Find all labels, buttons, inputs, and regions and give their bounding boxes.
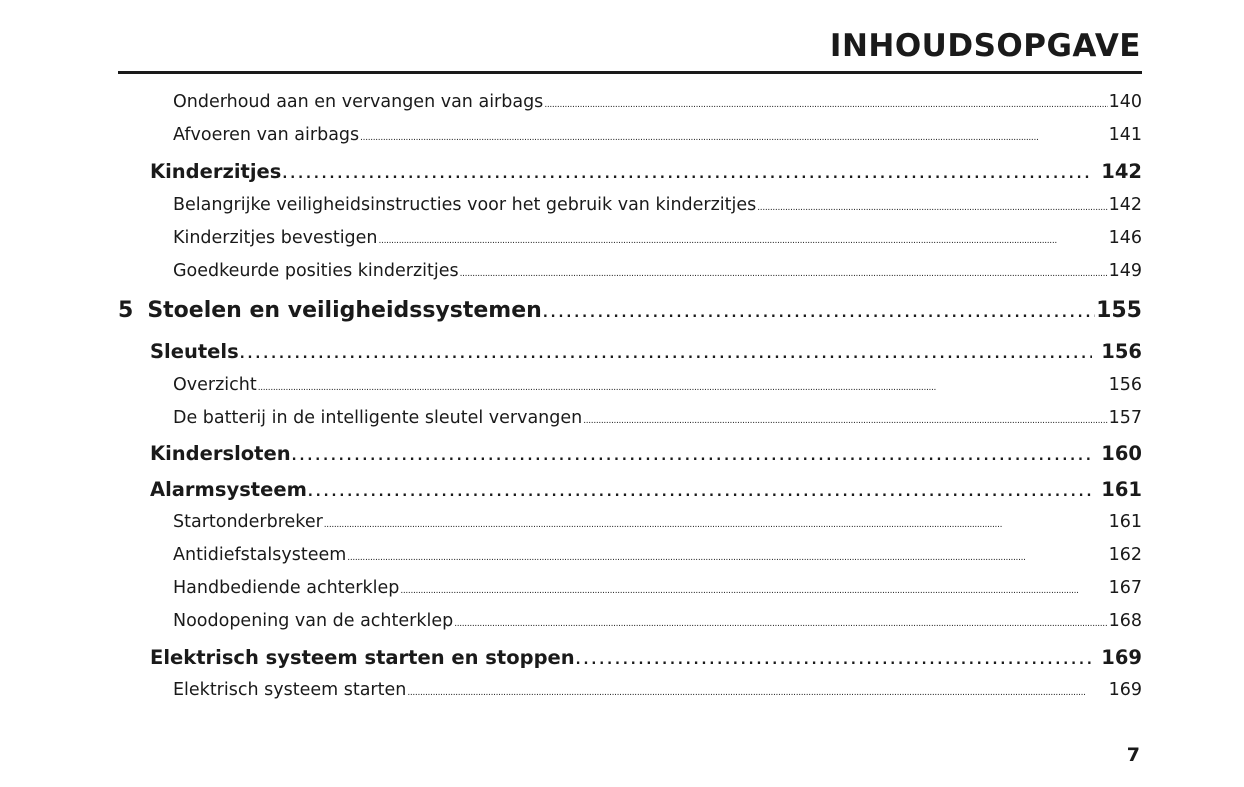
toc-section-page: 161 — [1101, 478, 1142, 501]
dot-leader — [400, 586, 1107, 596]
toc-section-page: 169 — [1101, 646, 1142, 669]
toc-entry-label: Kinderzitjes bevestigen — [173, 228, 378, 248]
dot-leader — [258, 383, 1108, 393]
toc-entry[interactable] — [118, 195, 1142, 215]
toc-entry-label: De batterij in de intelligente sleutel vervangen — [173, 408, 583, 428]
dot-leader — [543, 306, 1095, 321]
toc-section[interactable] — [118, 478, 1142, 501]
toc-entry[interactable] — [118, 680, 1142, 700]
toc-entry-page: 168 — [1108, 611, 1142, 631]
toc-entry[interactable] — [118, 512, 1142, 532]
dot-leader — [460, 269, 1108, 279]
chapter-title: Stoelen en veiligheidssystemen — [147, 298, 542, 323]
toc-entry-page: 156 — [1108, 375, 1142, 395]
toc-entry[interactable] — [118, 578, 1142, 598]
toc-entry-label: Elektrisch systeem starten — [173, 680, 407, 700]
toc-entry-label: Goedkeurde posities kinderzitjes — [173, 261, 459, 281]
dot-leader — [379, 236, 1108, 246]
dot-leader — [407, 688, 1107, 698]
toc-entry-page: 157 — [1108, 408, 1142, 428]
toc-entry-page: 149 — [1108, 261, 1142, 281]
page-number: 7 — [1126, 744, 1140, 766]
toc-entry[interactable] — [118, 228, 1142, 248]
dot-leader — [454, 619, 1107, 629]
toc-entry-page: 167 — [1108, 578, 1142, 598]
toc-section[interactable] — [118, 340, 1142, 363]
toc-section-label: Kinderzitjes — [150, 160, 282, 183]
toc-entry-page: 141 — [1108, 125, 1142, 145]
toc-entry-label: Noodopening van de achterklep — [173, 611, 454, 631]
toc-entry-label: Antidiefstalsysteem — [173, 545, 347, 565]
toc-section-label: Alarmsysteem — [150, 478, 307, 501]
toc-section-page: 142 — [1101, 160, 1142, 183]
toc-section[interactable] — [118, 646, 1142, 669]
toc-section-label: Elektrisch systeem starten en stoppen — [150, 646, 575, 669]
dot-leader — [583, 416, 1107, 426]
toc-chapter-label — [118, 298, 542, 323]
page-title: INHOUDSOPGAVE — [829, 28, 1141, 64]
toc-chapter[interactable] — [118, 298, 1142, 323]
toc-chapter-page: 155 — [1096, 298, 1142, 323]
dot-leader — [347, 553, 1107, 563]
toc-section-page: 156 — [1101, 340, 1142, 363]
dot-leader — [324, 520, 1108, 530]
dot-leader — [544, 100, 1107, 110]
toc-entry[interactable] — [118, 125, 1142, 145]
toc-entry-label: Handbediende achterklep — [173, 578, 400, 598]
toc-section-label: Sleutels — [150, 340, 239, 363]
toc-entry-page: 142 — [1108, 195, 1142, 215]
title-rule — [118, 71, 1142, 74]
toc-entry-label: Onderhoud aan en vervangen van airbags — [173, 92, 544, 112]
toc-entry-label: Overzicht — [173, 375, 257, 395]
dot-leader — [282, 167, 1092, 182]
toc-section-label: Kindersloten — [150, 442, 291, 465]
toc-entry-page: 169 — [1108, 680, 1142, 700]
toc-entry-page: 146 — [1108, 228, 1142, 248]
toc-section[interactable] — [118, 160, 1142, 183]
toc-entry[interactable] — [118, 92, 1142, 112]
toc-entry-label: Belangrijke veiligheidsinstructies voor het gebruik van kinderzitjes — [173, 195, 757, 215]
toc-section[interactable] — [118, 442, 1142, 465]
toc-entry-label: Startonderbreker — [173, 512, 323, 532]
dot-leader — [576, 653, 1093, 668]
toc-entry[interactable] — [118, 375, 1142, 395]
toc-entry-page: 162 — [1108, 545, 1142, 565]
dot-leader — [308, 485, 1092, 500]
toc-entry-label: Afvoeren van airbags — [173, 125, 360, 145]
chapter-number: 5 — [118, 298, 134, 323]
toc-entry-page: 161 — [1108, 512, 1142, 532]
toc-entry[interactable] — [118, 408, 1142, 428]
dot-leader — [360, 133, 1107, 143]
toc-entry[interactable] — [118, 611, 1142, 631]
toc-entry[interactable] — [118, 261, 1142, 281]
dot-leader — [240, 347, 1093, 362]
toc-entry[interactable] — [118, 545, 1142, 565]
toc-section-page: 160 — [1101, 442, 1142, 465]
toc-entry-page: 140 — [1108, 92, 1142, 112]
dot-leader — [757, 203, 1107, 213]
dot-leader — [292, 449, 1093, 464]
